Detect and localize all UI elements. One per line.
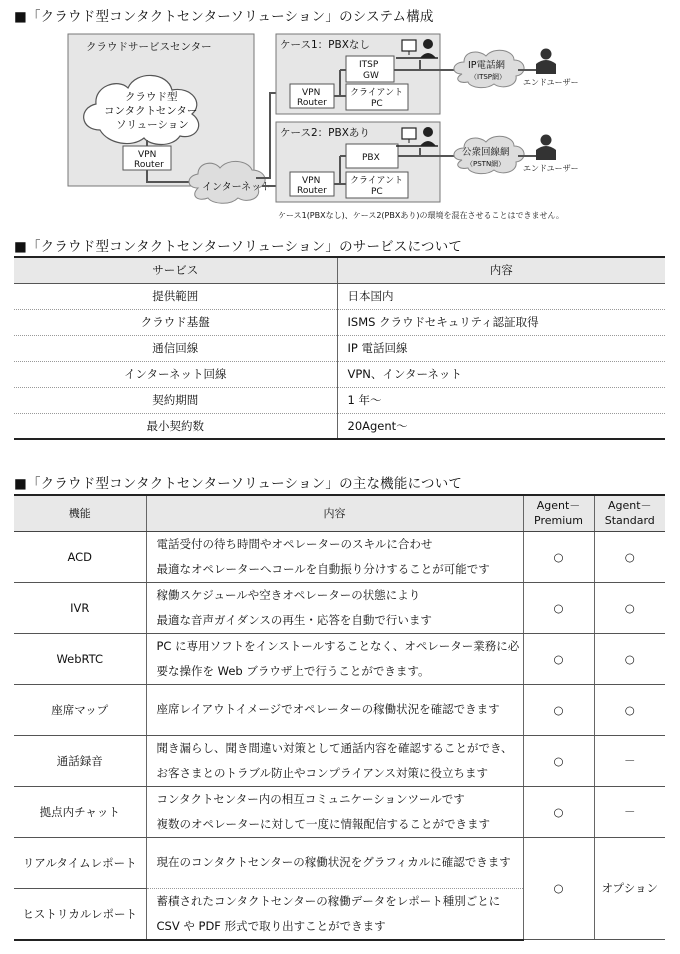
diagram-note: ケース1(PBXなし)、ケース2(PBXあり)の環境を混在させることはできません。 — [278, 211, 564, 220]
svg-text:（PSTN網）: （PSTN網） — [466, 160, 506, 168]
svg-text:GW: GW — [363, 71, 379, 81]
table-row: クラウド基盤 ISMS クラウドセキュリティ認証取得 — [14, 309, 665, 335]
cloud-center-label: クラウドサービスセンター — [86, 41, 212, 53]
service-header: サービス — [14, 257, 337, 283]
svg-text:エンドユーザー: エンドユーザー — [523, 78, 579, 87]
svg-text:PC: PC — [371, 187, 383, 197]
table-row: 座席マップ 座席レイアウトイメージでオペレーターの稼働状況を確認できます ○ ○ — [14, 684, 665, 735]
table-row: WebRTC PC に専用ソフトをインストールすることなく、オペレーター業務に必 要な操作を Web ブラウザ上で行うことができます。 ○ ○ — [14, 633, 665, 684]
svg-text:VPN: VPN — [302, 88, 321, 98]
svg-text:クライアント: クライアント — [350, 88, 404, 98]
svg-text:Router: Router — [134, 160, 164, 170]
svg-text:IP電話網: IP電話網 — [468, 60, 506, 71]
standard-header: Agent－ Standard — [594, 495, 665, 531]
svg-text:コンタクトセンター: コンタクトセンター — [104, 105, 198, 117]
table-row: 最小契約数 20Agent～ — [14, 413, 665, 439]
end-user-icon — [536, 135, 556, 161]
section-title-service: ■「クラウド型コンタクトセンターソリューション」のサービスについて — [14, 239, 463, 255]
table-row: 通話録音 聞き漏らし、聞き間違い対策として通話内容を確認することができ、 お客さまとのトラブル防止やコンプライアンス対策に役立ちます ○ － — [14, 735, 665, 786]
content-header: 内容 — [337, 257, 665, 283]
svg-text:ケース1：PBXなし: ケース1：PBXなし — [280, 39, 370, 51]
table-row: リアルタイムレポート 現在のコンタクトセンターの稼働状況をグラフィカルに確認できます ○ オプション — [14, 837, 665, 888]
internet-label: インターネット — [202, 182, 272, 193]
system-diagram — [0, 0, 680, 230]
svg-text:Router: Router — [297, 186, 327, 196]
svg-text:ITSP: ITSP — [359, 60, 379, 70]
content-header: 内容 — [146, 495, 523, 531]
table-row: 通信回線 IP 電話回線 — [14, 335, 665, 361]
svg-text:クラウド型: クラウド型 — [125, 91, 178, 103]
svg-text:VPN: VPN — [302, 176, 321, 186]
table-row: 提供範囲 日本国内 — [14, 283, 665, 309]
svg-text:ケース2：PBXあり: ケース2：PBXあり — [280, 127, 370, 139]
table-row: ヒストリカルレポート 蓄積されたコンタクトセンターの稼働データをレポート種別ごとに CSV や PDF 形式で取り出すことができます — [14, 888, 665, 940]
premium-header: Agent－ Premium — [523, 495, 594, 531]
svg-text:PBX: PBX — [362, 153, 380, 163]
table-row: IVR 稼働スケジュールや空きオペレーターの状態により 最適な音声ガイダンスの再生・応答を自動で行います ○ ○ — [14, 582, 665, 633]
function-header: 機能 — [14, 495, 146, 531]
end-user-icon — [536, 49, 556, 75]
svg-text:ソリューション: ソリューション — [116, 119, 189, 131]
table-row: 拠点内チャット コンタクトセンター内の相互コミュニケーションツールです 複数のオペレーターに対して一度に情報配信することができます ○ － — [14, 786, 665, 837]
table-row: ACD 電話受付の待ち時間やオペレーターのスキルに合わせ 最適なオペレーターへコールを自動振り分けすることが可能です ○ ○ — [14, 531, 665, 582]
svg-text:PC: PC — [371, 99, 383, 109]
svg-text:クライアント: クライアント — [350, 176, 404, 186]
svg-text:（ITSP網）: （ITSP網） — [470, 73, 507, 81]
features-table — [14, 494, 665, 941]
section-title-features: ■「クラウド型コンタクトセンターソリューション」の主な機能について — [14, 476, 463, 492]
svg-text:VPN: VPN — [138, 150, 157, 160]
svg-text:エンドユーザー: エンドユーザー — [523, 164, 579, 173]
svg-text:公衆回線網: 公衆回線網 — [462, 147, 510, 158]
table-row: インターネット回線 VPN、インターネット — [14, 361, 665, 387]
section-title-architecture: ■「クラウド型コンタクトセンターソリューション」のシステム構成 — [14, 9, 434, 25]
svg-text:Router: Router — [297, 98, 327, 108]
table-row: 契約期間 1 年～ — [14, 387, 665, 413]
service-table — [14, 256, 665, 440]
